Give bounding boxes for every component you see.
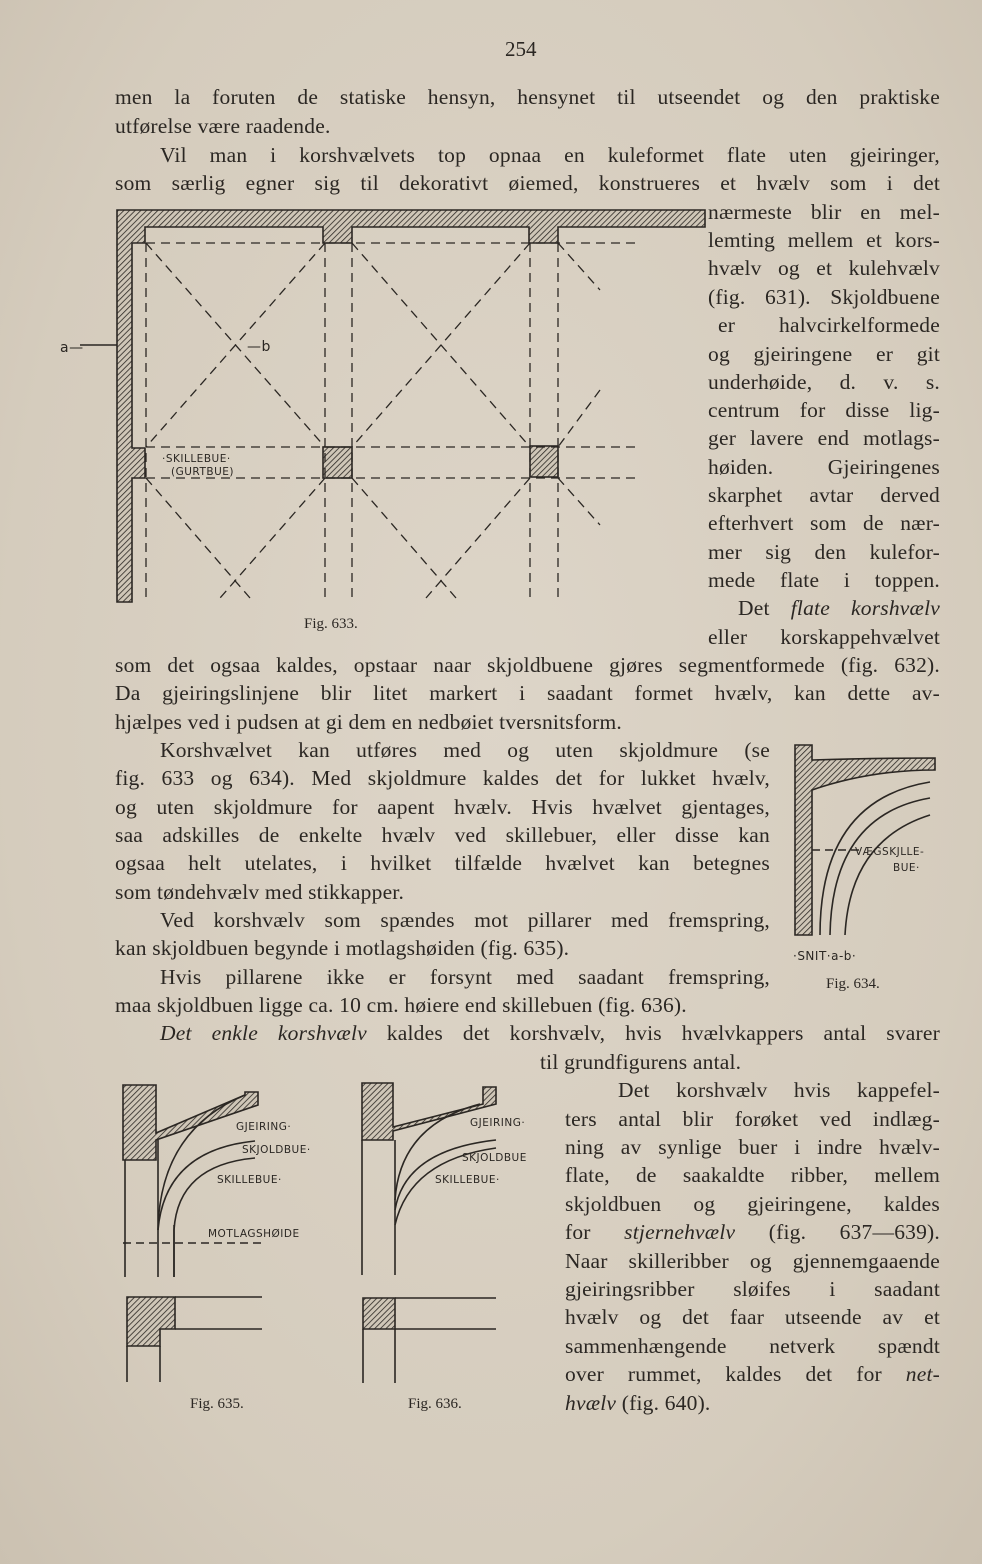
text-segment: og uten skjoldmure for aapent hvælv. Hvis hvælvet gjentages, [115, 795, 770, 819]
text-segment: (fig. 637—639). [735, 1220, 940, 1244]
text-segment: (fig. 631). Skjoldbuene [708, 285, 940, 309]
fig-636-label-gjeiring: GJEIRING· [470, 1117, 526, 1129]
text-segment: mer sig den kulefor- [708, 540, 940, 564]
text-segment: som særlig egner sig til dekorativt øiemed, konstrueres et hvælv som i det [115, 171, 940, 195]
text-segment: Korshvælvet kan utføres med og uten skjoldmure (se [160, 738, 770, 762]
text-segment: men la foruten de statiske hensyn, hensynet til utseendet og den praktiske [115, 85, 940, 109]
fig-634-caption: Fig. 634. [826, 976, 880, 992]
text-segment: nærmeste blir en mel- [708, 200, 940, 224]
fig-633-label-skillebue: ·SKILLEBUE· [162, 453, 231, 465]
fig-633-label-a: a— [60, 340, 84, 356]
text-segment: centrum for disse lig- [708, 398, 940, 422]
italic-text: Det enkle korshvælv [160, 1021, 367, 1045]
text-segment: Vil man i korshvælvets top opnaa en kuleformet flate uten gjeiringer, [160, 143, 940, 167]
text-segment: som det ogsaa kaldes, opstaar naar skjoldbuene gjøres segmentformede (fig. 632). [115, 653, 940, 677]
text-segment: og gjeiringene er git [708, 342, 940, 366]
fig-635-label-skjoldbue: SKJOLDBUE· [242, 1144, 311, 1156]
text-segment: til grundfigurens antal. [540, 1050, 742, 1074]
fig-636-label-skillebue: SKILLEBUE· [435, 1174, 500, 1186]
text-segment: over rummet, kaldes det for [565, 1362, 906, 1386]
page-number: 254 [505, 37, 537, 61]
fig-636-label-skjoldbue: SKJOLDBUE [462, 1152, 527, 1164]
italic-text: stjernehvælv [624, 1220, 736, 1244]
fig-634-section [795, 745, 935, 935]
italic-text: net- [905, 1362, 940, 1386]
fig-633-caption: Fig. 633. [304, 616, 358, 632]
text-segment: skjoldbuen og gjeiringene, kaldes [565, 1192, 940, 1216]
fig-633-label-b: —b [247, 339, 271, 355]
text-segment: lemting mellem et kors- [708, 228, 940, 252]
text-segment: for [565, 1220, 625, 1244]
fig-633-plan [80, 210, 705, 602]
fig-635-label-skillebue: SKILLEBUE· [217, 1174, 282, 1186]
fig-635-label-motlagshoide: MOTLAGSHØIDE [208, 1228, 300, 1240]
text-segment: (fig. 640). [616, 1391, 711, 1415]
text-segment: sammenhængende netverk spændt [565, 1334, 940, 1358]
text-segment: gjeiringsribber sløifes i saadant [565, 1277, 940, 1301]
fig-634-label-line2: BUE· [893, 862, 920, 874]
text-segment: utførelse være raadende. [115, 114, 331, 138]
fig-634-label-line1: VÆGSKJLLE- [855, 846, 925, 858]
text-segment: Det [738, 596, 791, 620]
text-segment: eller korskappehvælvet [708, 625, 940, 649]
text-segment: ger lavere end motlags- [708, 426, 940, 450]
fig-636-caption: Fig. 636. [408, 1396, 462, 1412]
text-segment: underhøide, d. v. s. [708, 370, 940, 394]
text-segment: fig. 633 og 634). Med skjoldmure kaldes det for lukket hvælv, [115, 766, 770, 790]
text-segment: Da gjeiringslinjene blir litet markert i saadant formet hvælv, kan dette av- [115, 681, 940, 705]
fig-635-label-gjeiring: GJEIRING· [236, 1121, 292, 1133]
text-segment: høiden. Gjeiringenes [708, 455, 940, 479]
text-segment: efterhvert som de nær- [708, 511, 940, 535]
text-segment: flate, de saakaldte ribber, mellem [565, 1163, 940, 1187]
text-segment: ning av synlige buer i indre hvælv- [565, 1135, 940, 1159]
text-segment: Ved korshvælv som spændes mot pillarer med fremspring, [160, 908, 770, 932]
text-segment: er halvcirkelformede [718, 313, 940, 337]
text-segment: kaldes det korshvælv, hvis hvælvkappers antal svarer [366, 1021, 940, 1045]
text-segment: Det korshvælv hvis kappefel- [618, 1078, 940, 1102]
text-segment: ogsaa helt utelates, i hvilket tilfælde hvælvet kan betegnes [115, 851, 770, 875]
text-segment: som tøndehvælv med stikkapper. [115, 880, 405, 904]
text-segment: hvælv og et kulehvælv [708, 256, 940, 280]
text-segment: skarphet avtar derved [708, 483, 940, 507]
text-segment: Hvis pillarene ikke er forsynt med saadant fremspring, [160, 965, 770, 989]
fig-634-label-snit: ·SNIT·a-b· [793, 949, 857, 963]
fig-633-label-gurtbue: (GURTBUE) [171, 466, 234, 478]
italic-text: flate korshvælv [790, 596, 941, 620]
text-segment: hjælpes ved i pudsen at gi dem en nedbøiet tversnitsform. [115, 710, 623, 734]
text-segment: mede flate i toppen. [708, 568, 940, 592]
fig-635-caption: Fig. 635. [190, 1396, 244, 1412]
text-segment: saa adskilles de enkelte hvælv ved skillebuer, eller disse kan [115, 823, 770, 847]
text-segment: kan skjoldbuen begynde i motlagshøiden (fig. 635). [115, 936, 570, 960]
text-segment: maa skjoldbuen ligge ca. 10 cm. høiere end skillebuen (fig. 636). [115, 993, 687, 1017]
text-segment: ters antal blir forøket ved indlæg- [565, 1107, 940, 1131]
text-segment: hvælv og det faar utseende av et [565, 1305, 940, 1329]
text-segment: Naar skilleribber og gjennemgaaende [565, 1249, 940, 1273]
italic-text: hvælv [565, 1391, 617, 1415]
